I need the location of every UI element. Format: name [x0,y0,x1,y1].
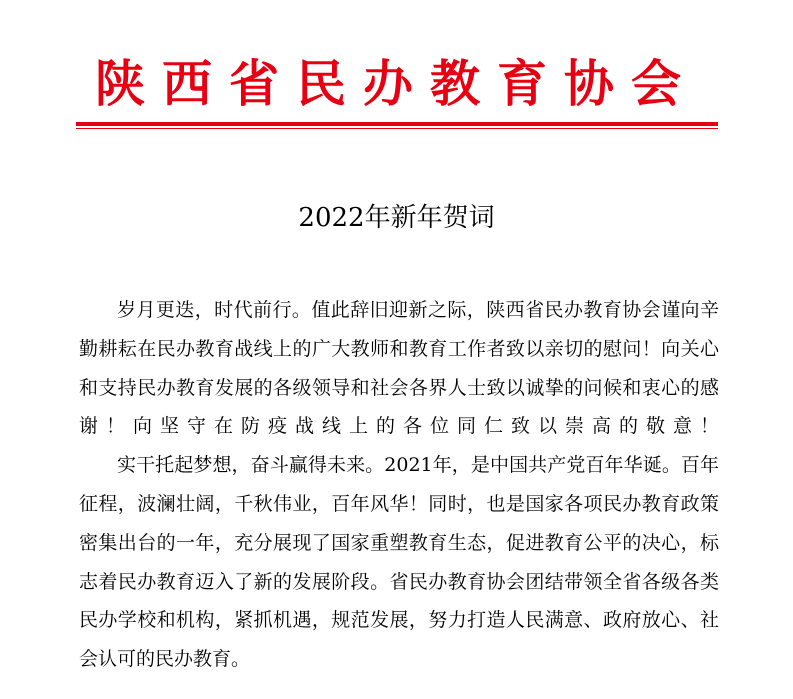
document-title: 2022年新年贺词 [298,203,495,233]
body-paragraph-2: 实干托起梦想，奋斗赢得未来。2021年，是中国共产党百年华诞。百年征程，波澜壮阔，千秋伟业，百年风华！同时，也是国家各项民办教育政策密集出台的一年，充分展现了国家重塑教育生态，促进教育公平的决心，标志着民办教育迈入了新的发展阶段。省民办教育协会团结带领全省各级各类民办学校和机构，紧抓机遇，规范发展，努力打造人民满意、政府放心、社会认可的民办教育。 [79,454,719,671]
body-paragraph-1: 岁月更迭，时代前行。值此辞旧迎新之际，陕西省民办教育协会谨向辛勤耕耘在民办教育战线上的广大教师和教育工作者致以亲切的慰问！向关心和支持民办教育发展的各级领导和社会各界人士致以诚挚的问候和衷心的感谢！向坚守在防疫战线上的各位同仁致以崇高的敬意！ [79,299,719,438]
header-divider-thick [76,122,718,126]
association-header-title: 陕西省民办教育协会 [95,55,698,113]
header-divider-thin [76,128,718,129]
document-body [79,291,719,679]
